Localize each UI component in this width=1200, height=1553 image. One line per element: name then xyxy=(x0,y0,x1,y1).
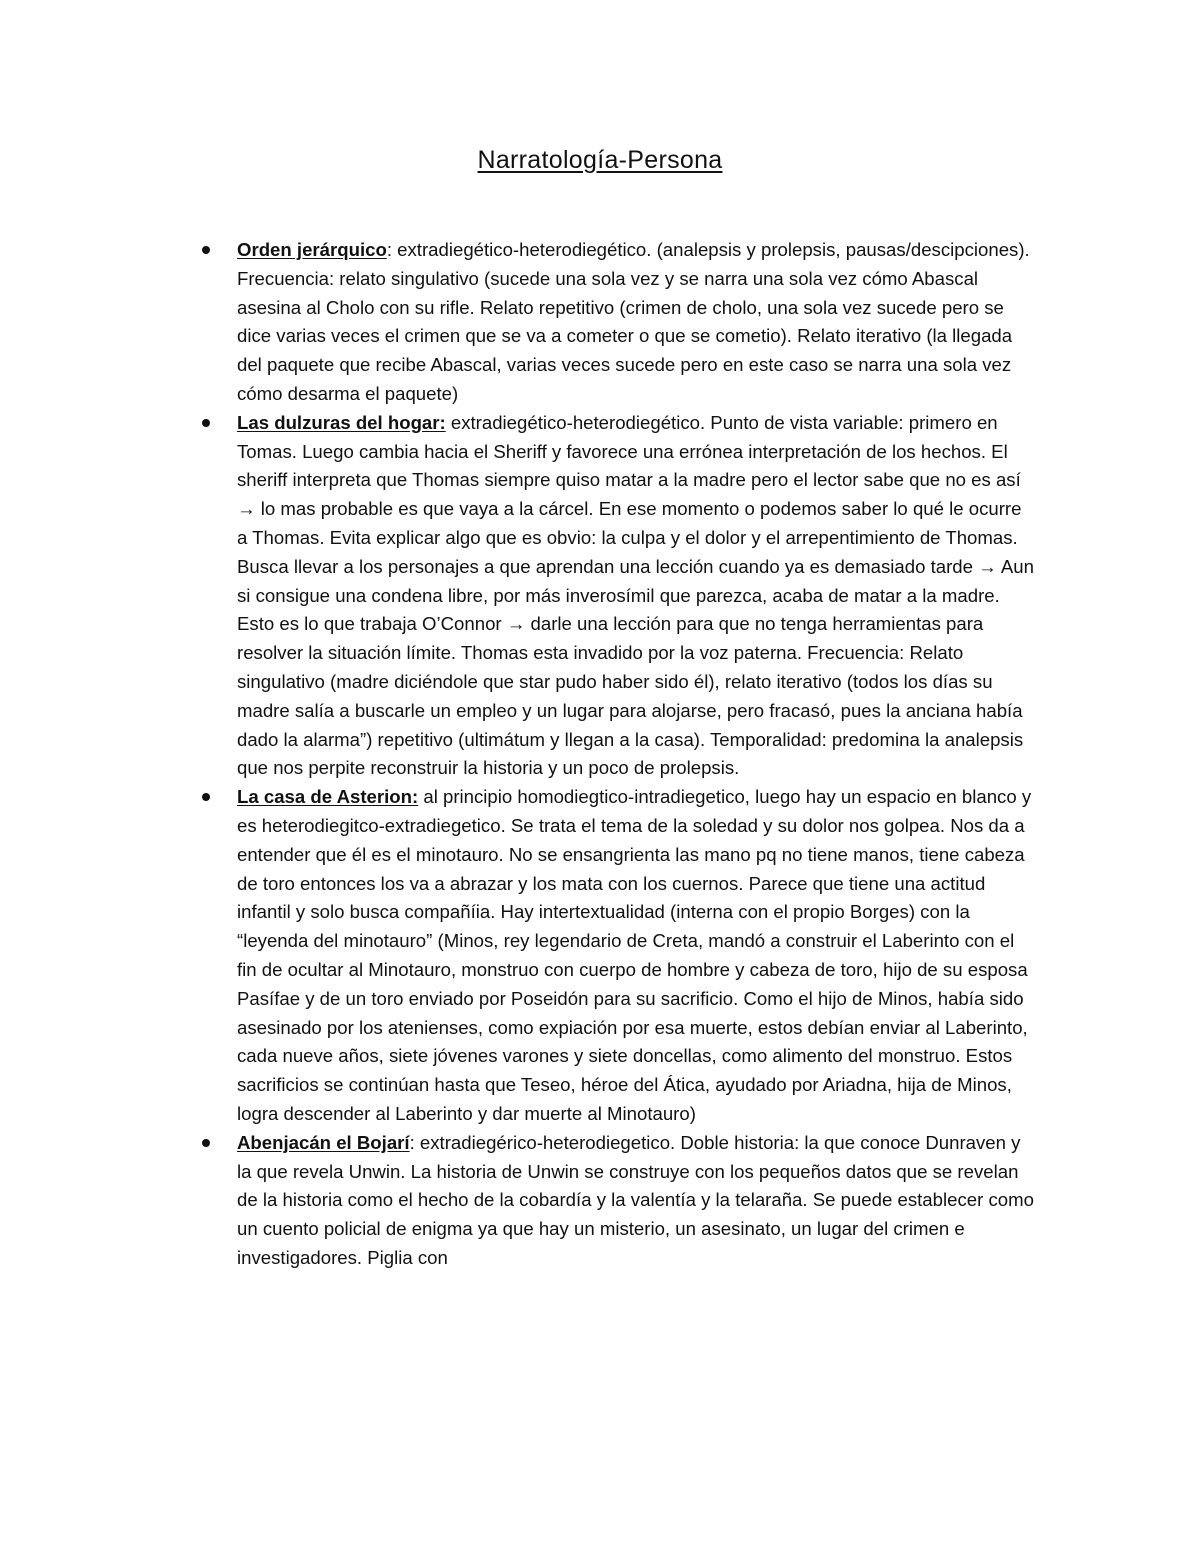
list-item-orden-jerarquico xyxy=(196,236,1036,409)
list-item-las-dulzuras-del-hogar xyxy=(196,409,1036,783)
entry-text: extradiegético-heterodiegético. Punto de vista variable: primero en Tomas. Luego cambia hacia el Sheriff y favorece una errónea interpretación de los hechos. El sheriff interpreta que Thomas siempre quiso matar a la madre pero el lector sabe que no es así → lo mas probable es que vaya a la cárcel. En ese momento o podemos saber lo qué le ocurre a Thomas. Evita explicar algo que es obvio: la culpa y el dolor y el arrepentimiento de Thomas. Busca llevar a los personajes a que aprendan una lección cuando ya es demasiado tarde → Aun si consigue una condena libre, por más inverosímil que parezca, acaba de matar a la madre. Esto es lo que trabaja O’Connor → darle una lección para que no tenga herramientas para resolver la situación límite. Thomas esta invadido por la voz paterna. Frecuencia: Relato singulativo (madre diciéndole que star pudo haber sido él), relato iterativo (todos los días su madre salía a buscarle un empleo y un lugar para alojarse, pero fracasó, pues la anciana había dado la alarma”) repetitivo (ultimátum y llegan a la casa). Temporalidad: predomina la analepsis que nos perpite reconstruir la historia y un poco de prolepsis. xyxy=(237,411,1034,779)
entry-heading: La casa de Asterion: xyxy=(237,786,419,808)
entry-heading: Orden jerárquico xyxy=(237,239,387,260)
list-item-la-casa-de-asterion xyxy=(196,783,1036,1129)
entry-separator: : xyxy=(386,239,392,260)
list-item-abenjacan-el-bojari xyxy=(196,1129,1036,1273)
bullet-list xyxy=(196,236,1036,1273)
bullet-icon xyxy=(202,419,210,427)
bullet-icon xyxy=(202,246,210,254)
entry-text: al principio homodiegtico-intradiegetico, luego hay un espacio en blanco y es heterodiegitco-extradiegetico. Se trata el tema de la soledad y su dolor nos golpea. Nos da a entender que él es el minotauro. No se ensangrienta las mano pq no tiene manos, tiene cabeza de toro entonces los va a abrazar y los mata con los cuernos. Parece que tiene una actitud infantil y solo busca compañíia. Hay intertextualidad (interna con el propio Borges) con la “leyenda del minotauro” (Minos, rey legendario de Creta, mandó a construir el Laberinto con el fin de ocultar al Minotauro, monstruo con cuerpo de hombre y cabeza de toro, hijo de su esposa Pasífae y de un toro enviado por Poseidón para su sacrificio. Como el hijo de Minos, había sido asesinado por los atenienses, como expiación por esa muerte, estos debían enviar al Laberinto, cada nueve años, siete jóvenes varones y siete doncellas, como alimento del monstruo. Estos sacrificios se continúan hasta que Teseo, héroe del Ática, ayudado por Ariadna, hija de Minos, logra descender al Laberinto y dar muerte al Minotauro) xyxy=(237,786,1032,1124)
entry-heading: Las dulzuras del hogar: xyxy=(237,411,446,433)
entry-heading: Abenjacán el Bojarí xyxy=(237,1131,410,1153)
bullet-icon xyxy=(202,793,210,801)
bullet-icon xyxy=(202,1139,210,1147)
document-title: Narratología-Persona xyxy=(477,146,723,174)
entry-separator: : xyxy=(409,1131,415,1153)
entry-text: extradiegérico-heterodiegetico. Doble historia: la que conoce Dunraven y la que revela Unwin. La historia de Unwin se construye con los pequeños datos que se revelan de la historia como el hecho de la cobardía y la valentía y la telaraña. Se puede establecer como un cuento policial de enigma ya que hay un misterio, un asesinato, un lugar del crimen e investigadores. Piglia con xyxy=(237,1131,1034,1268)
entry-text: extradiegético-heterodiegético. (analepsis y prolepsis, pausas/descipciones). Frecuencia: relato singulativo (sucede una sola vez y se narra una sola vez cómo Abascal asesina al Cholo con su rifle. Relato repetitivo (crimen de cholo, una sola vez sucede pero se dice varias veces el crimen que se va a cometer o que se cometio). Relato iterativo (la llegada del paquete que recibe Abascal, varias veces sucede pero en este caso se narra una sola vez cómo desarma el paquete) xyxy=(237,239,1030,404)
